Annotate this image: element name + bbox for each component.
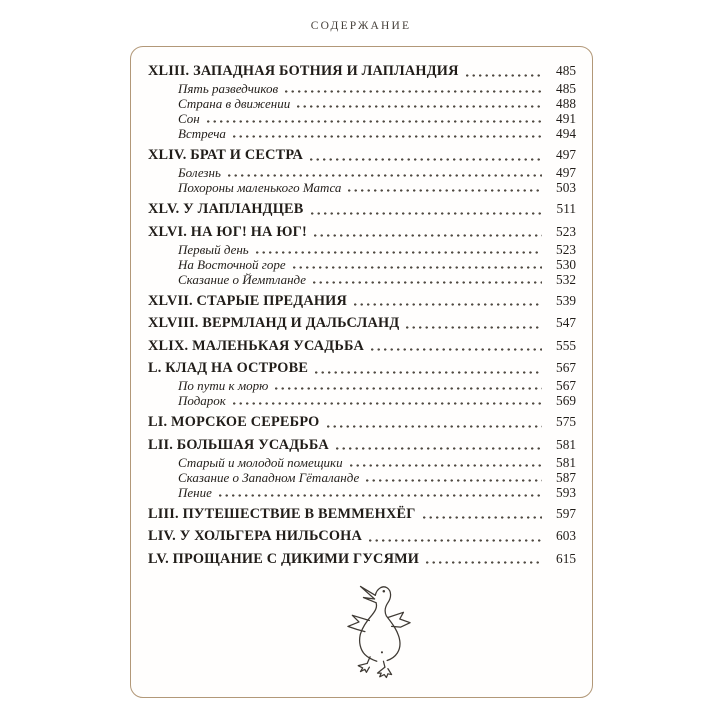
toc-row [148,81,576,96]
dot-leader [423,516,542,519]
dot-leader [348,189,542,192]
page-title: СОДЕРЖАНИЕ [310,20,412,32]
toc-entry-page: 581 [556,454,576,470]
dot-leader [310,158,542,161]
toc-entry-page: 593 [556,484,576,500]
toc-entry-page: 497 [556,147,576,162]
toc-entry-page: 581 [556,436,576,452]
toc-entry-label: XLIII. ЗАПАДНАЯ БОТНИЯ И ЛАПЛАНДИЯ [148,63,459,79]
toc-entry-page: 567 [556,378,576,393]
dot-leader [233,135,542,138]
toc-entry-page: 547 [556,315,576,330]
dot-leader [366,479,542,482]
toc-entry-label: LV. ПРОЩАНИЕ С ДИКИМИ ГУСЯМИ [148,550,420,567]
toc-entry-page: 503 [556,180,576,195]
toc-entry-label: Сказание о Западном Гёталанде [178,469,360,485]
dot-leader [327,425,543,428]
dot-leader [369,539,542,542]
toc-entry-label: XLVII. СТАРЫЕ ПРЕДАНИЯ [148,292,348,309]
toc-entry-page: 511 [556,201,576,216]
toc-entry-page: 597 [556,505,576,521]
toc-entry-label: L. КЛАД НА ОСТРОВЕ [148,360,309,376]
dot-leader [275,387,542,390]
toc-row [148,96,576,111]
goose-icon [331,579,427,679]
toc-entry-label: Пение [178,484,212,500]
dot-leader [466,74,542,77]
toc-row [148,506,576,523]
toc-entry-label: XLIV. БРАТ И СЕСТРА [148,147,304,163]
toc-row [148,528,576,545]
toc-frame [130,46,593,698]
dot-leader [371,348,542,351]
toc-entry-page: 555 [556,337,576,353]
toc-row [148,111,576,126]
toc-entry-page: 539 [556,292,576,308]
toc-row [148,63,576,80]
toc-entry-label: Похороны маленького Матса [178,180,342,195]
toc-entry-label: LII. БОЛЬШАЯ УСАДЬБА [148,436,329,453]
dot-leader [426,561,542,564]
toc-entry-label: По пути к морю [178,378,269,393]
toc-entry-page: 497 [556,165,576,180]
toc-entry-page: 567 [556,360,576,375]
toc-entry-label: XLVI. НА ЮГ! НА ЮГ! [148,223,307,240]
toc-row [148,437,576,454]
dot-leader [228,174,542,177]
toc-entry-page: 615 [556,550,576,566]
dot-leader [219,494,542,497]
toc-row [148,242,576,257]
toc-entry-label: XLVIII. ВЕРМЛАНД И ДАЛЬСЛАНД [148,315,400,331]
toc-entry-page: 587 [556,469,576,485]
toc-entry-label: XLV. У ЛАПЛАНДЦЕВ [148,201,304,217]
toc-entry-label: Старый и молодой помещики [178,454,343,470]
toc-row [148,147,576,164]
dot-leader [207,120,542,123]
dot-leader [293,266,542,269]
toc-entry-label: LI. МОРСКОЕ СЕРЕБРО [148,414,320,430]
toc-entry-label: На Восточной горе [178,256,286,272]
toc-entry-label: Встреча [178,126,226,141]
dot-leader [336,447,542,450]
dot-leader [315,371,542,374]
toc-list [131,47,592,567]
dot-leader [256,251,542,254]
toc-row [148,378,576,393]
toc-entry-page: 485 [556,63,576,78]
dot-leader [406,326,542,329]
toc-row [148,180,576,195]
toc-entry-page: 523 [556,241,576,257]
toc-row [148,315,576,332]
dot-leader [311,212,542,215]
toc-row [148,201,576,218]
toc-entry-label: Страна в движении [178,96,291,111]
toc-entry-page: 485 [556,81,576,96]
toc-row [148,360,576,377]
toc-row [148,165,576,180]
dot-leader [233,402,542,405]
goose-illustration [331,579,427,679]
toc-row [148,551,576,568]
toc-entry-label: Сказание о Йемтланде [178,271,307,287]
toc-entry-page: 530 [556,256,576,272]
toc-entry-page: 488 [556,96,576,111]
toc-entry-label: LIII. ПУТЕШЕСТВИЕ В ВЕММЕНХЁГ [148,505,416,522]
toc-row [148,272,576,287]
toc-row [148,414,576,431]
toc-entry-page: 523 [556,223,576,239]
toc-entry-label: Пять разведчиков [178,81,279,96]
toc-entry-label: Первый день [178,241,249,257]
toc-entry-label: LIV. У ХОЛЬГЕРА НИЛЬСОНА [148,528,363,544]
toc-entry-page: 494 [556,126,576,141]
toc-entry-page: 575 [556,414,576,429]
toc-entry-label: Болезнь [178,165,221,180]
dot-leader [313,281,542,284]
toc-row [148,455,576,470]
dot-leader [285,90,542,93]
toc-row [148,393,576,408]
toc-row [148,470,576,485]
toc-row [148,224,576,241]
toc-row [148,257,576,272]
toc-entry-label: Сон [178,111,200,126]
toc-row [148,293,576,310]
dot-leader [350,464,542,467]
toc-row [148,338,576,355]
toc-row [148,126,576,141]
toc-entry-page: 491 [556,111,576,126]
toc-entry-label: XLIX. МАЛЕНЬКАЯ УСАДЬБА [148,337,364,354]
dot-leader [314,234,542,237]
toc-entry-page: 603 [556,528,576,543]
toc-row [148,485,576,500]
dot-leader [354,303,542,306]
toc-entry-page: 532 [556,271,576,287]
toc-entry-label: Подарок [178,393,226,408]
dot-leader [297,105,542,108]
toc-entry-page: 569 [556,393,576,408]
